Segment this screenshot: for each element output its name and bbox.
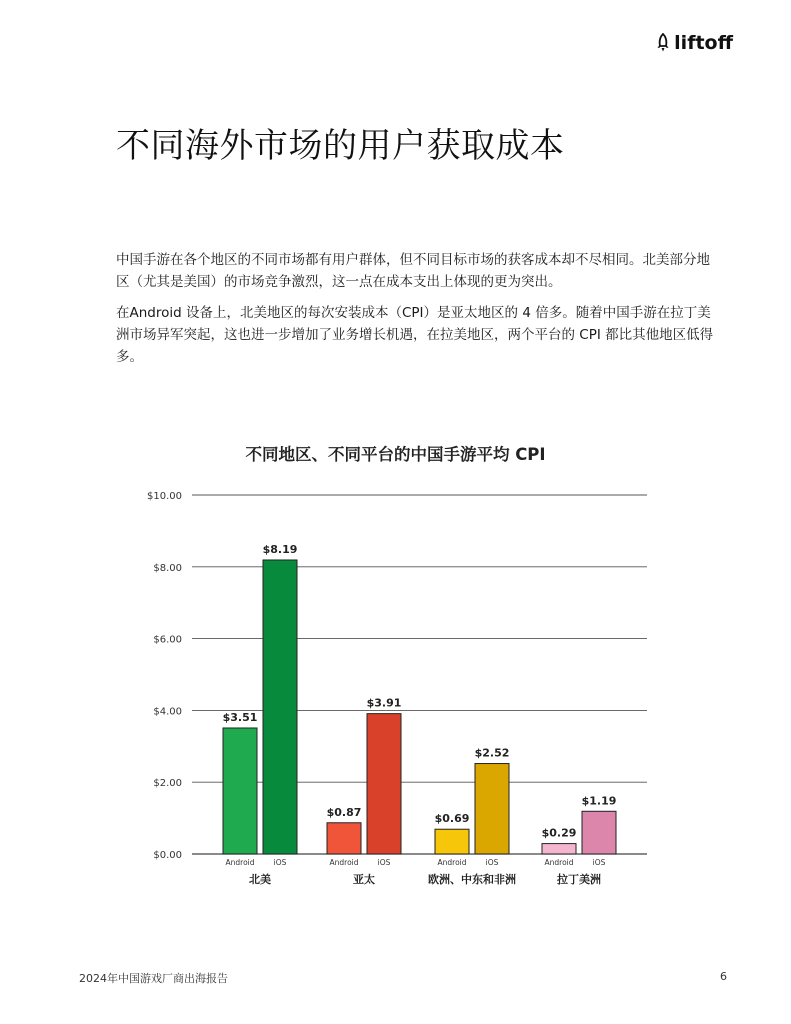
cpi-bar-chart	[0, 480, 791, 900]
category-label: 亚太	[353, 873, 375, 886]
bar	[475, 764, 509, 854]
bar	[223, 728, 257, 854]
page-number: 6	[720, 970, 727, 983]
bar	[542, 844, 576, 854]
platform-label: Android	[544, 858, 574, 867]
platform-label: iOS	[485, 858, 499, 867]
platform-label: iOS	[377, 858, 391, 867]
category-label: 欧洲、中东和非洲	[428, 873, 516, 886]
rocket-icon	[656, 33, 670, 53]
intro-paragraph: 中国手游在各个地区的不同市场都有用户群体，但不同目标市场的获客成本却不尽相同。北美部分地区（尤其是美国）的市场竞争激烈，这一点在成本支出上体现的更为突出。	[116, 252, 710, 290]
bar	[327, 823, 361, 854]
platform-label: iOS	[592, 858, 606, 867]
bar	[582, 811, 616, 854]
data-label: $0.29	[541, 826, 577, 840]
platform-label: iOS	[273, 858, 287, 867]
chart-title: 不同地区、不同平台的中国手游平均 CPI	[245, 445, 546, 464]
y-tick-label: $0.00	[153, 850, 182, 861]
logo-text: liftoff	[674, 32, 733, 54]
category-label: 北美	[249, 873, 271, 886]
data-label: $3.91	[366, 696, 402, 710]
y-tick-label: $6.00	[153, 634, 182, 646]
category-label: 拉丁美洲	[557, 873, 601, 886]
data-label: $1.19	[581, 794, 617, 808]
bar	[367, 714, 401, 854]
platform-label: Android	[329, 858, 359, 867]
platform-label: Android	[225, 858, 255, 867]
data-label: $0.69	[434, 812, 470, 826]
y-tick-label: $2.00	[153, 778, 182, 790]
y-tick-label: $8.00	[153, 562, 182, 574]
y-tick-label: $4.00	[153, 706, 182, 718]
data-label: $2.52	[474, 746, 510, 760]
brand-logo	[656, 32, 733, 54]
y-tick-label: $10.00	[147, 491, 182, 502]
bar	[263, 560, 297, 854]
bar	[435, 829, 469, 854]
data-label: $8.19	[262, 542, 298, 556]
platform-label: Android	[437, 858, 467, 867]
page-title: 不同海外市场的用户获取成本	[116, 126, 565, 166]
data-label: $0.87	[326, 805, 362, 819]
data-label: $3.51	[222, 710, 258, 724]
cpi-paragraph: 在Android 设备上，北美地区的每次安装成本（CPI）是亚太地区的 4 倍多。随着中国手游在拉丁美洲市场异军突起，这也进一步增加了业务增长机遇，在拉美地区，两个平台的 CPI 都比其他地区低得多。	[116, 305, 714, 365]
footer-report-title: 2024年中国游戏厂商出海报告	[79, 972, 228, 985]
